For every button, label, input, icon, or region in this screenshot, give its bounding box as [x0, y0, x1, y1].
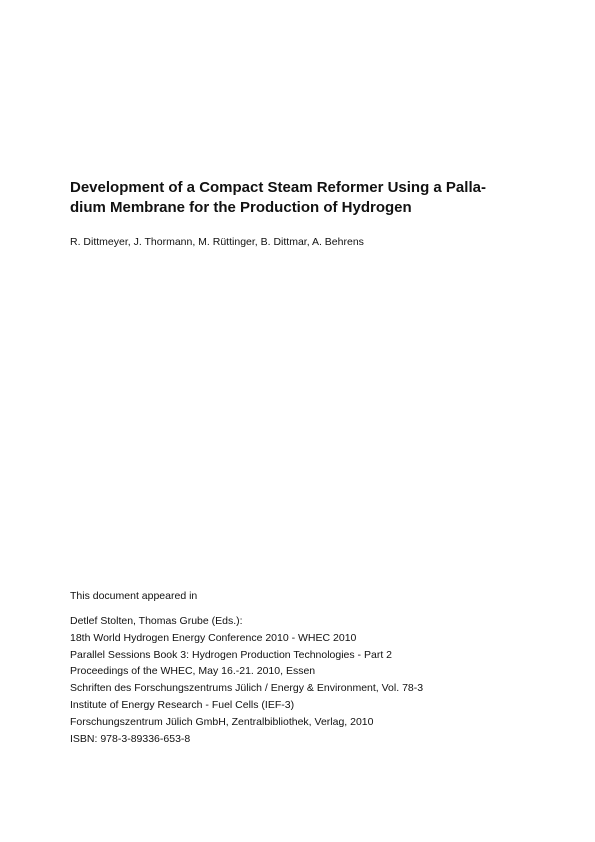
paper-title	[70, 178, 530, 218]
publication-isbn: ISBN: 978-3-89336-653-8	[70, 732, 191, 745]
publication-institute: Institute of Energy Research - Fuel Cells (IEF-3)	[70, 698, 295, 711]
paper-title-line-1: Development of a Compact Steam Reformer Using a Palla-	[70, 179, 486, 196]
publication-series: Schriften des Forschungszentrums Jülich / Energy & Environment, Vol. 78-3	[70, 682, 424, 695]
publication-publisher: Forschungszentrum Jülich GmbH, Zentralbibliothek, Verlag, 2010	[70, 715, 374, 728]
appeared-in-label: This document appeared in	[70, 590, 198, 602]
publication-details	[70, 613, 423, 747]
publication-book: Parallel Sessions Book 3: Hydrogen Production Technologies - Part 2	[70, 648, 392, 661]
paper-title-line-2: dium Membrane for the Production of Hydrogen	[70, 199, 412, 216]
publication-editors: Detlef Stolten, Thomas Grube (Eds.):	[70, 615, 243, 627]
publication-proceedings: Proceedings of the WHEC, May 16.-21. 2010, Essen	[70, 665, 316, 678]
author-list: R. Dittmeyer, J. Thormann, M. Rüttinger, B. Dittmar, A. Behrens	[70, 236, 364, 248]
publication-conference: 18th World Hydrogen Energy Conference 2010 - WHEC 2010	[70, 631, 357, 644]
